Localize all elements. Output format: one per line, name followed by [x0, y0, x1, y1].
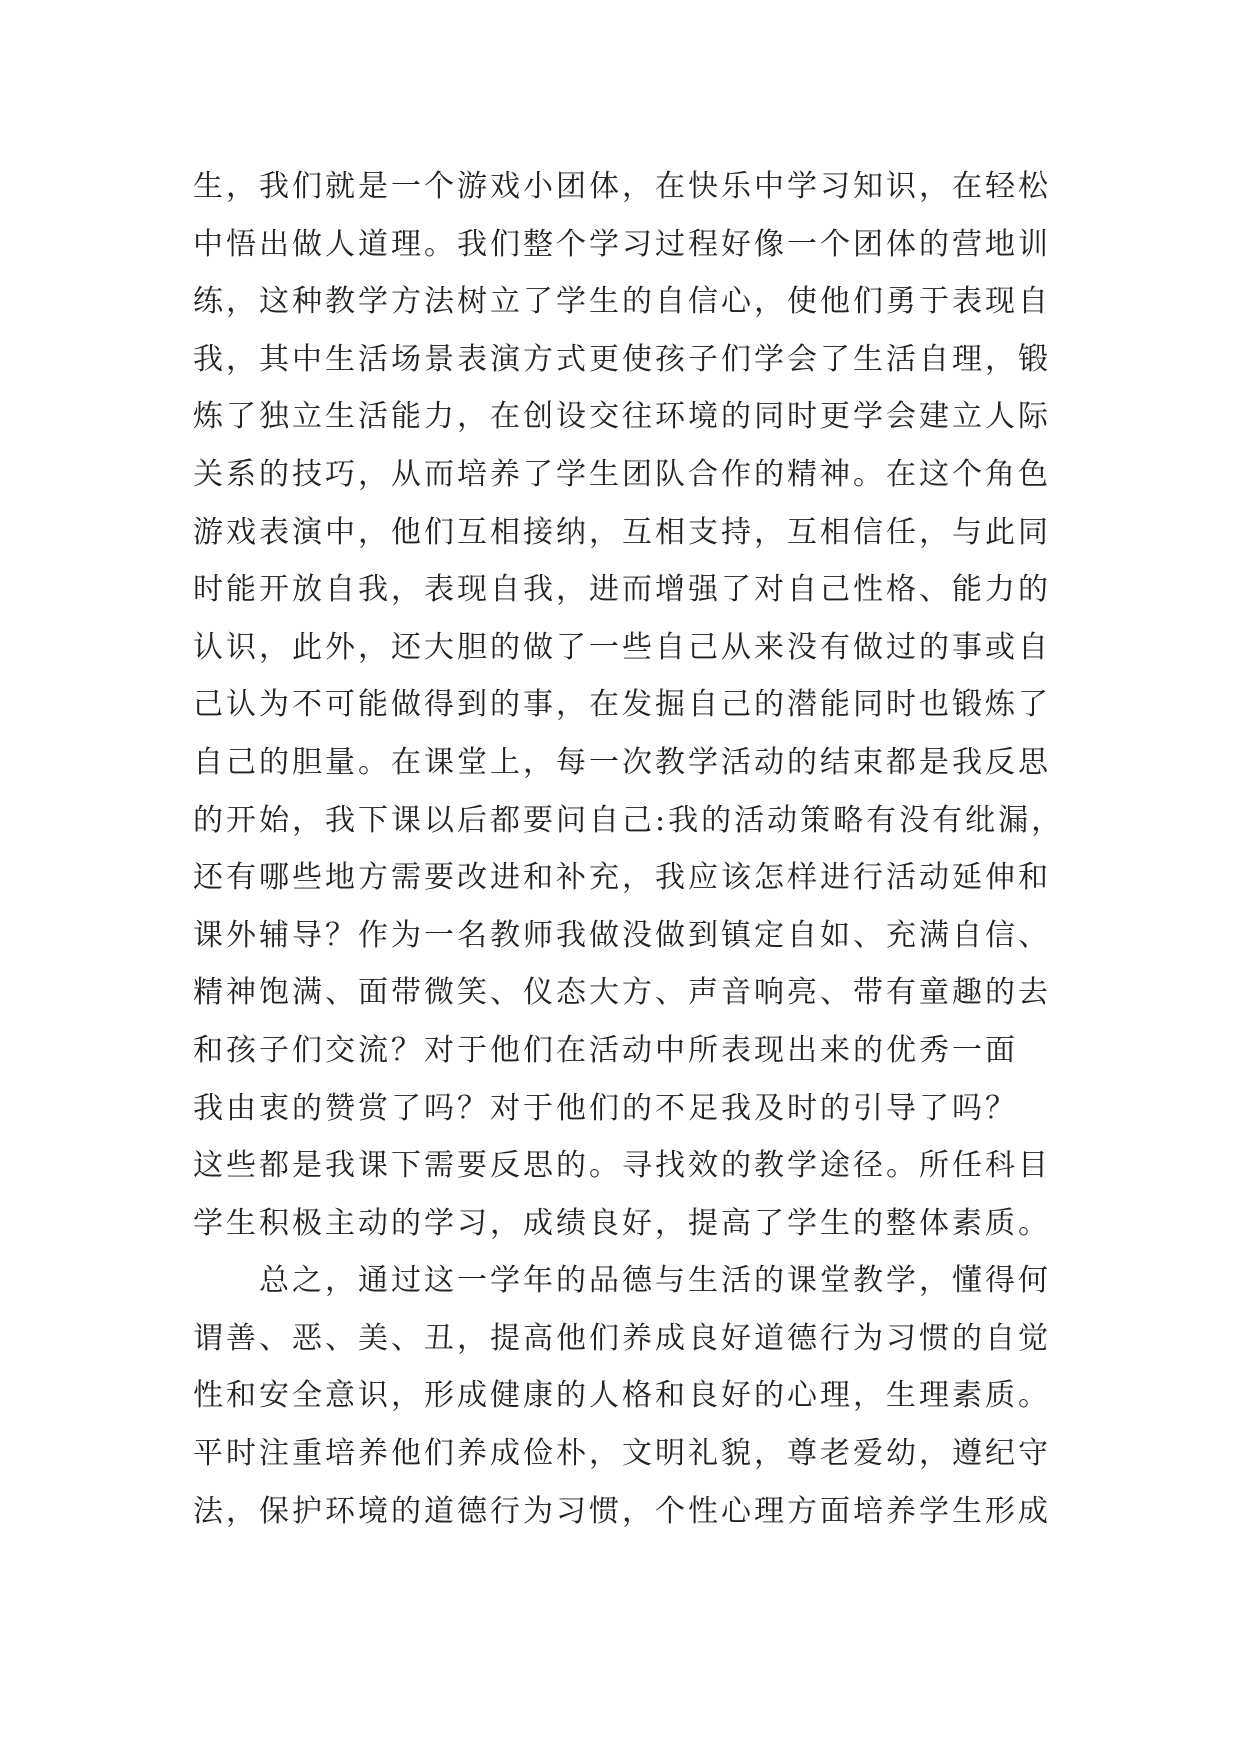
- text-line: 性和安全意识，形成健康的人格和良好的心理，生理素质。: [193, 1378, 1051, 1414]
- text-line: 生，我们就是一个游戏小团体，在快乐中学习知识，在轻松: [193, 169, 1051, 204]
- text-line: 谓善、恶、美、丑，提高他们养成良好道德行为习惯的自觉: [193, 1320, 1051, 1356]
- paragraph-start-line: 总之，通过这一学年的品德与生活的课堂教学，懂得何: [259, 1263, 1051, 1299]
- text-line: 和孩子们交流？对于他们在活动中所表现出来的优秀一面: [193, 1032, 1018, 1068]
- text-line: 法，保护环境的道德行为习惯，个性心理方面培养学生形成: [193, 1493, 1051, 1529]
- text-line: 这些都是我课下需要反思的。寻找效的教学途径。所任科目: [193, 1148, 1051, 1184]
- text-line: 游戏表演中，他们互相接纳，互相支持，互相信任，与此同: [193, 514, 1051, 550]
- text-line: 认识，此外，还大胆的做了一些自己从来没有做过的事或自: [193, 629, 1051, 665]
- text-line: 还有哪些地方需要改进和补充，我应该怎样进行活动延伸和: [193, 860, 1051, 896]
- text-line: 平时注重培养他们养成俭朴，文明礼貌，尊老爱幼，遵纪守: [193, 1436, 1051, 1472]
- text-line: 学生积极主动的学习，成绩良好，提高了学生的整体素质。: [193, 1205, 1051, 1241]
- text-line: 自己的胆量。在课堂上，每一次教学活动的结束都是我反思: [193, 744, 1051, 780]
- text-line: 炼了独立生活能力，在创设交往环境的同时更学会建立人际: [193, 399, 1051, 435]
- text-line: 关系的技巧，从而培养了学生团队合作的精神。在这个角色: [193, 456, 1051, 492]
- text-line: 的开始，我下课以后都要问自己:我的活动策略有没有纰漏，: [193, 802, 1065, 838]
- text-line: 时能开放自我，表现自我，进而增强了对自己性格、能力的: [193, 572, 1051, 608]
- text-line: 精神饱满、面带微笑、仪态大方、声音响亮、带有童趣的去: [193, 975, 1051, 1011]
- text-line: 中悟出做人道理。我们整个学习过程好像一个团体的营地训: [193, 226, 1051, 262]
- text-line: 我由衷的赞赏了吗？对于他们的不足我及时的引导了吗？: [193, 1090, 1018, 1126]
- body-text: [193, 158, 1073, 1540]
- text-line: 己认为不可能做得到的事，在发掘自己的潜能同时也锻炼了: [193, 687, 1051, 723]
- text-line: 我，其中生活场景表演方式更使孩子们学会了生活自理，锻: [193, 341, 1051, 377]
- text-line: 课外辅导？作为一名教师我做没做到镇定自如、充满自信、: [193, 917, 1051, 953]
- text-line: 练，这种教学方法树立了学生的自信心，使他们勇于表现自: [193, 284, 1051, 320]
